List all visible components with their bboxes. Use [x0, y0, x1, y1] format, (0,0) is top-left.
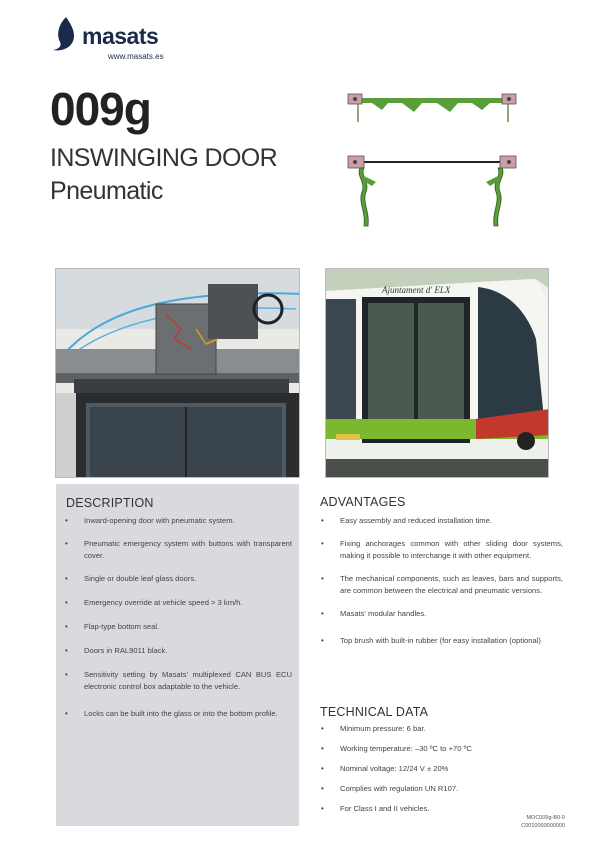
brand-url: www.masats.es [108, 52, 164, 61]
technical-item: • Working temperature: –30 ºC to +70 ºC [320, 743, 563, 755]
advantages-title: ADVANTAGES [320, 495, 406, 509]
description-item: • Flap-type bottom seal. [64, 621, 292, 633]
technical-data-title: TECHNICAL DATA [320, 705, 429, 719]
description-item: • Doors in RAL9011 black. [64, 645, 292, 657]
document-reference [521, 814, 565, 830]
description-item: • Inward-opening door with pneumatic system. [64, 515, 292, 527]
technical-item: • Nominal voltage: 12/24 V ± 20% [320, 763, 563, 775]
document-code: MOC009g-B0-0 [526, 815, 565, 821]
technical-item: • For Class I and II vehicles. [320, 803, 563, 815]
advantages-list [320, 515, 563, 647]
advantage-item: • Easy assembly and reduced installation time. [320, 515, 563, 527]
description-item: • Sensitivity setting by Masats' multiplexed CAN BUS ECU electronic control box adaptable to the vehicle. [64, 669, 292, 693]
bus-sign-text: Ajuntament d' ELX [382, 285, 451, 295]
description-item: • Emergency override at vehicle speed > 3 km/h. [64, 597, 292, 609]
product-model: 009g [50, 83, 151, 135]
brand-name: masats [82, 23, 159, 49]
bus-photo [325, 268, 549, 478]
advantage-item: • The mechanical components, such as leaves, bars and supports, are common between the electrical and pneumatic versions. [320, 573, 563, 597]
mechanism-top-view-illustration [342, 88, 522, 124]
description-item: • Locks can be built into the glass or into the bottom profile. [64, 704, 292, 723]
advantage-item: • Masats' modular handles. [320, 608, 563, 620]
reference-code: C0010000000000 [521, 823, 565, 829]
technical-item: • Complies with regulation UN R107. [320, 783, 563, 795]
description-list [64, 515, 292, 723]
description-title: DESCRIPTION [66, 496, 154, 510]
technical-item: • Minimum pressure: 6 bar. [320, 723, 563, 735]
mechanism-photo-illustration [56, 269, 300, 478]
advantage-item: • Fixing anchorages common with other sliding door systems, making it possible to interchange it with other equipment. [320, 538, 563, 562]
advantage-item: • Top brush with built-in rubber (for easy installation (optional) [320, 635, 563, 647]
technical-data-list [320, 723, 563, 815]
mechanism-photo [55, 268, 300, 478]
product-name: INSWINGING DOOR [50, 144, 278, 172]
product-type: Pneumatic [50, 177, 163, 205]
mechanism-front-view-illustration [342, 146, 522, 232]
description-item: • Pneumatic emergency system with buttons with transparent cover. [64, 538, 292, 562]
bus-photo-illustration [326, 269, 549, 478]
description-item: • Single or double leaf glass doors. [64, 573, 292, 585]
brand-logo [50, 14, 190, 62]
masats-logo-icon [50, 16, 84, 52]
